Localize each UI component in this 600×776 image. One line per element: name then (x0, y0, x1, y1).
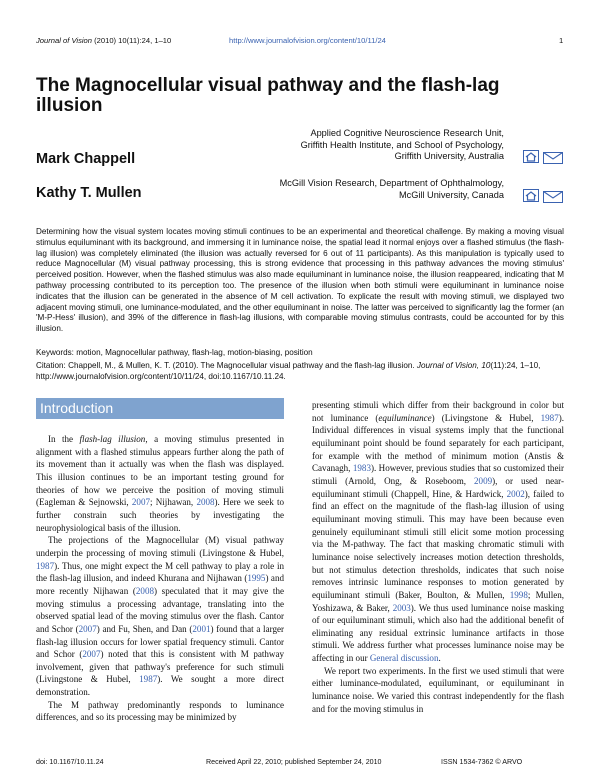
body-left-column: In the flash-lag illusion, a moving stimulus presented in alignment with a flashed stimulus appears further along the path of its movement than it actually was when the flash was displayed. This illusion continues to be an important testing ground for theories of how we perceive the position of moving stimuli (Eagleman & Sejnowski, 2007; Nijhawan, 2008). Here we seek to further constrain such theories by investigating the neurophysiological basis of the illusion. The projections of the Magnocellular (M) visual pathway underpin the processing of moving stimuli (Livingstone & Hubel, 1987). Thus, one might expect the M cell pathway to play a role in the flash-lag illusion, and indeed Khurana and Nijhawan (1995) and more recently Nijhawan (2008) speculated that it may give the moving stimulus a processing advantage, translating into the observed spatial lead of the moving stimulus over the flash. Cantor and Schor (2007) and Fu, Shen, and Dan (2001) found that a larger flash-lag illusion occurs for lower spatial frequency stimuli. Cantor and Schor (2007) noted that this is consistent with M pathway involvement, given that pathway's preference for such stimuli (Livingstone & Hubel, 1987). We sought a more direct demonstration. The M pathway predominantly responds to luminance differences, and so its processing may be minimized by (36, 434, 285, 723)
header-url-link[interactable]: http://www.journalofvision.org/content/10/11/24 (229, 36, 386, 45)
author-affiliation: McGill Vision Research, Department of Ophthalmology, McGill University, Canada (279, 178, 504, 200)
keywords: Keywords: motion, Magnocellular pathway, flash-lag, motion-biasing, position (36, 348, 313, 357)
author-affiliation: Applied Cognitive Neuroscience Research Unit, Griffith Health Institute, and School of Psychology, Griffith University, Australia (300, 128, 504, 162)
body-right-column: presenting stimuli which differ from their background in color but not luminance (equiluminance) (Livingstone & Hubel, 1987). Individual differences in visual systems imply that the functional equiluminant point should be found separately for each participant, for example with the method of minimum motion (Anstis & Cavanagh, 1983). However, previous studies that so customized their stimuli (Arnold, Ong, & Roseboom, 2009), or used near-equiluminant stimuli (Chappell, Hine, & Hardwick, 2002), failed to find an effect on the magnitude of the flash-lag illusion of using equiluminant moving stimuli. This may have been because even genuinely equiluminant stimuli still elicit some motion processing via the M-pathway. The fact that masking chromatic stimuli with luminance noise selectively increases motion detection thresholds, but not stimulus detection thresholds, indicates that such noise removes intrinsic luminance responses to motion generated by equiluminant stimuli (Baker, Boulton, & Mullen, 1998; Mullen, Yoshizawa, & Baker, 2003). We thus used luminance noise masking of our equiluminant stimuli, which also had the additional benefit of eliminating any residual extrinsic luminance artifacts in those stimuli. We address further what processes luminance noise may be affecting in our General discussion. We report two experiments. In the first we used stimuli that were either luminance-modulated, equiluminant, or equiluminant in luminance noise. We varied this contrast independently for the flash and for the moving stimulus in (312, 400, 565, 714)
section-title: Introduction (40, 400, 114, 416)
author-name: Kathy T. Mullen (36, 185, 142, 201)
paper-title: The Magnocellular visual pathway and the flash-lag illusion (36, 75, 500, 116)
email-icon[interactable] (543, 190, 563, 208)
running-header-journal: Journal of Vision (2010) 10(11):24, 1–10 (36, 36, 172, 45)
abstract: Determining how the visual system locates moving stimuli continues to be an experimental and theoretical challenge. By making a moving visual stimulus equiluminant with its background, and immersing it in luminance noise, the spatial lead it normal enjoys over a flashed stimulus (the flash-lag illusion) was completely eliminated (the illusion was actually reversed for 6 out of 11 participants). As this manipulation is typically used to reduce Magnocellular (M) visual pathway processing, this is strong evidence that processing in this pathway advances the moving stimulus' perceived position. However, when the flashed stimulus was also made equiluminant in luminance noise, the illusion reappeared, indicating that M pathway processing contributed to its perception too. The presence of the illusion when both stimuli were equiluminant in luminance noise indicates that the illusion can be generated in the absence of M cell activation. To explicate the result with moving stimuli, we displayed two adjacent moving stimuli, one luminance-modulated, and the other equiluminant in noise. The latter was perceived to significantly lag the former (an 'M-P-Hess' illusion), and 39% of the difference in flash-lag illusions, with comparable moving stimulus contrasts, could be accounted for by this illusion. (36, 227, 564, 334)
page-number: 1 (559, 36, 564, 45)
footer-issn: ISSN 1534-7362 © ARVO (441, 758, 523, 766)
home-icon[interactable] (523, 189, 539, 207)
author-name: Mark Chappell (36, 151, 136, 167)
citation: Citation: Chappell, M., & Mullen, K. T. (2010). The Magnocellular visual pathway and the flash-lag illusion. Journal of Vision, 10(11):24, 1–10, http://www.journalofvision.org/content/10/11/24, doi:10.1167/10.11.24. (36, 361, 541, 381)
footer-doi: doi: 10.1167/10.11.24 (36, 758, 104, 766)
footer-dates: Received April 22, 2010; published September 24, 2010 (206, 758, 382, 766)
email-icon[interactable] (543, 151, 563, 169)
home-icon[interactable] (523, 150, 539, 168)
